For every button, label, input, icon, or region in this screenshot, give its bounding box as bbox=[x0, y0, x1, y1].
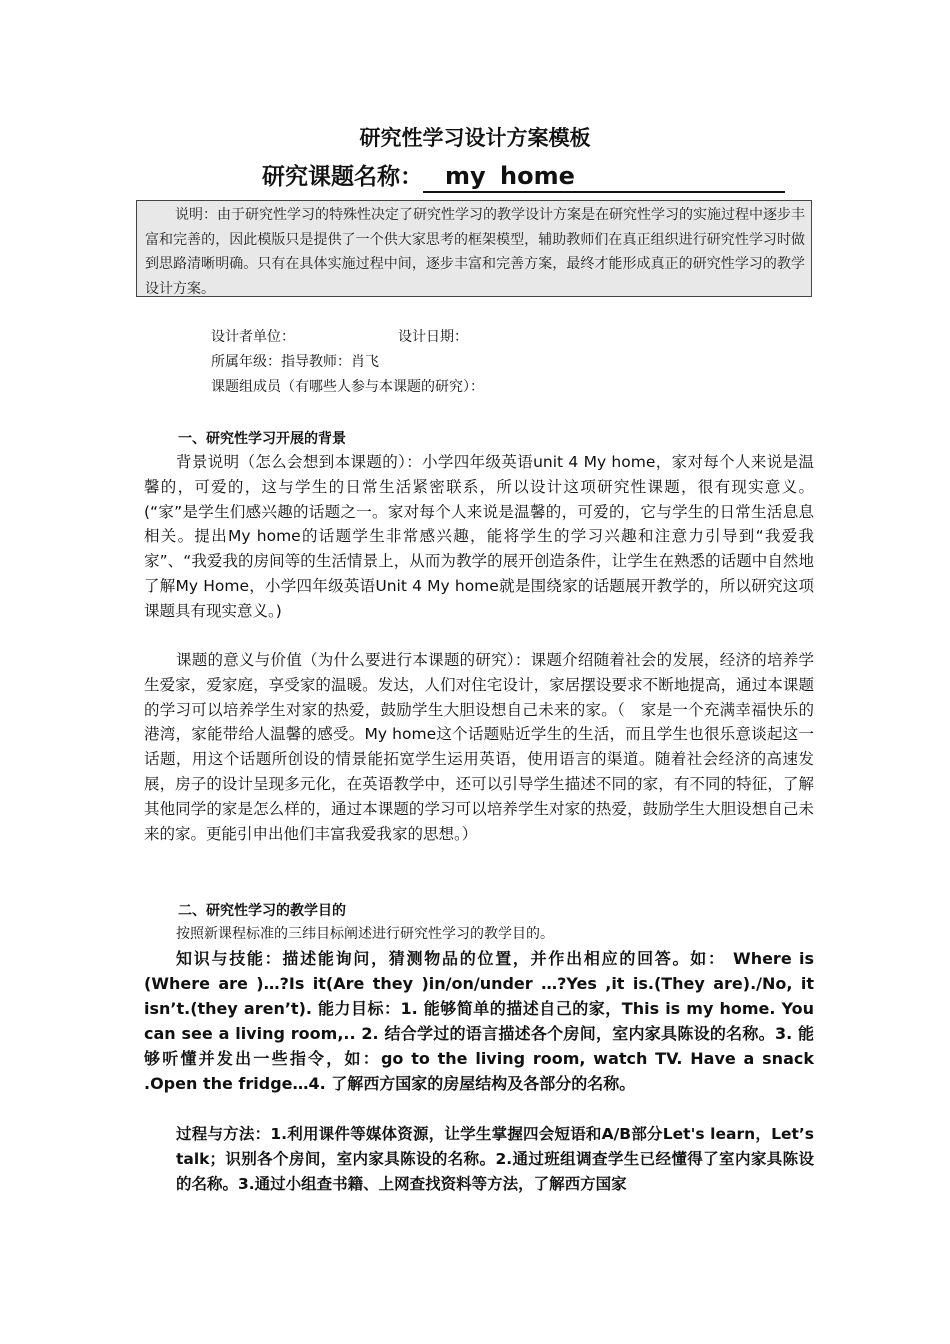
process-methods-paragraph: 过程与方法：1.利用课件等媒体资源，让学生掌握四会短语和A/B部分Let's learn，Let’s talk；识别各个房间，室内家具陈设的名称。2.通过班组调查学生已经懂得了室内家具陈设的名称。3.通过小组查书籍、上网查找资料等方法，了解西方国家 bbox=[176, 1125, 814, 1193]
significance-paragraph: 课题的意义与价值（为什么要进行本课题的研究）：课题介绍随着社会的发展，经济的培养学生爱家，爱家庭，享受家的温暖。发达，人们对住宅设计，家居摆设要求不断地提高，通过本课题的学习可以培养学生对家的热爱，鼓励学生大胆设想自己未来的家。（ 家是一个充满幸福快乐的港湾，家能带给人温馨的感受。My home这个话题贴近学生的生活，而且学生也很乐意谈起这一话题，用这个话题所创设的情景能拓宽学生运用英语，使用语言的渠道。随着社会经济的高速发展，房子的设计呈现多元化，在英语教学中，还可以引导学生描述不同的家，有不同的特征，了解其他同学的家是怎么样的，通过本课题的学习可以培养学生对家的热爱，鼓励学生大胆设想自己未来的家。更能引申出他们丰富我爱我家的思想。） bbox=[144, 651, 814, 843]
section-heading-goals: 二、研究性学习的教学目的 bbox=[178, 903, 346, 919]
topic-value: my home bbox=[423, 161, 785, 193]
instruction-note: 说明：由于研究性学习的特殊性决定了研究性学习的教学设计方案是在研究性学习的实施过程中逐步丰富和完善的，因此模版只是提供了一个供大家思考的框架模型，辅助教师们在真正组织进行研究性学习时做到思路清晰明确。只有在具体实施过程中间，逐步丰富和完善方案，最终才能形成真正的研究性学习的教学设计方案。 bbox=[136, 200, 812, 297]
background-paragraph: 背景说明（怎么会想到本课题的）：小学四年级英语unit 4 My home，家对每个人来说是温馨的，可爱的，这与学生的日常生活紧密联系，所以设计这项研究性课题，很有现实意义。(“家”是学生们感兴趣的话题之一。家对每个人来说是温馨的，可爱的，它与学生的日常生活息息相关。提出My home的话题学生非常感兴趣，能将学生的学习兴趣和注意力引导到“我爱我家”、“我爱我的房间等的生活情景上，从而为教学的展开创造条件，让学生在熟悉的话题中自然地了解My Home，小学四年级英语Unit 4 My home就是围绕家的话题展开教学的，所以研究这项课题具有现实意义。) bbox=[144, 453, 814, 620]
designer-unit-label: 设计者单位： bbox=[211, 329, 295, 345]
topic-label: 研究课题名称： bbox=[262, 164, 423, 190]
knowledge-skills-paragraph: 知识与技能：描述能询问，猜测物品的位置，并作出相应的回答。如： Where is (Where are )…?Is it(Are they )in/on/under …?Yes ,it is.(They are)./No, it isn’t.(they aren’t). 能力目标：1. 能够简单的描述自己的家，This is my home. You can see a living room,.. 2. 结合学过的语言描述各个房间，室内家具陈设的名称。3. 能够听懂并发出一些指令，如：go to the living room, watch TV. Have a snack .Open the fridge…4. 了解西方国家的房屋结构及各部分的名称。 bbox=[144, 949, 814, 1093]
members-label: 课题组成员（有哪些人参与本课题的研究）： bbox=[211, 379, 484, 395]
document-title: 研究性学习设计方案模板 bbox=[359, 126, 591, 150]
meta-row-unit-date bbox=[211, 326, 468, 346]
design-date-label: 设计日期： bbox=[398, 329, 468, 345]
section-heading-background: 一、研究性学习开展的背景 bbox=[178, 431, 346, 447]
grade-teacher-label: 所属年级：指导教师：肖飞 bbox=[211, 354, 379, 370]
topic-line bbox=[262, 158, 785, 193]
goals-intro-paragraph: 按照新课程标准的三纬目标阐述进行研究性学习的教学目的。 bbox=[176, 926, 554, 942]
